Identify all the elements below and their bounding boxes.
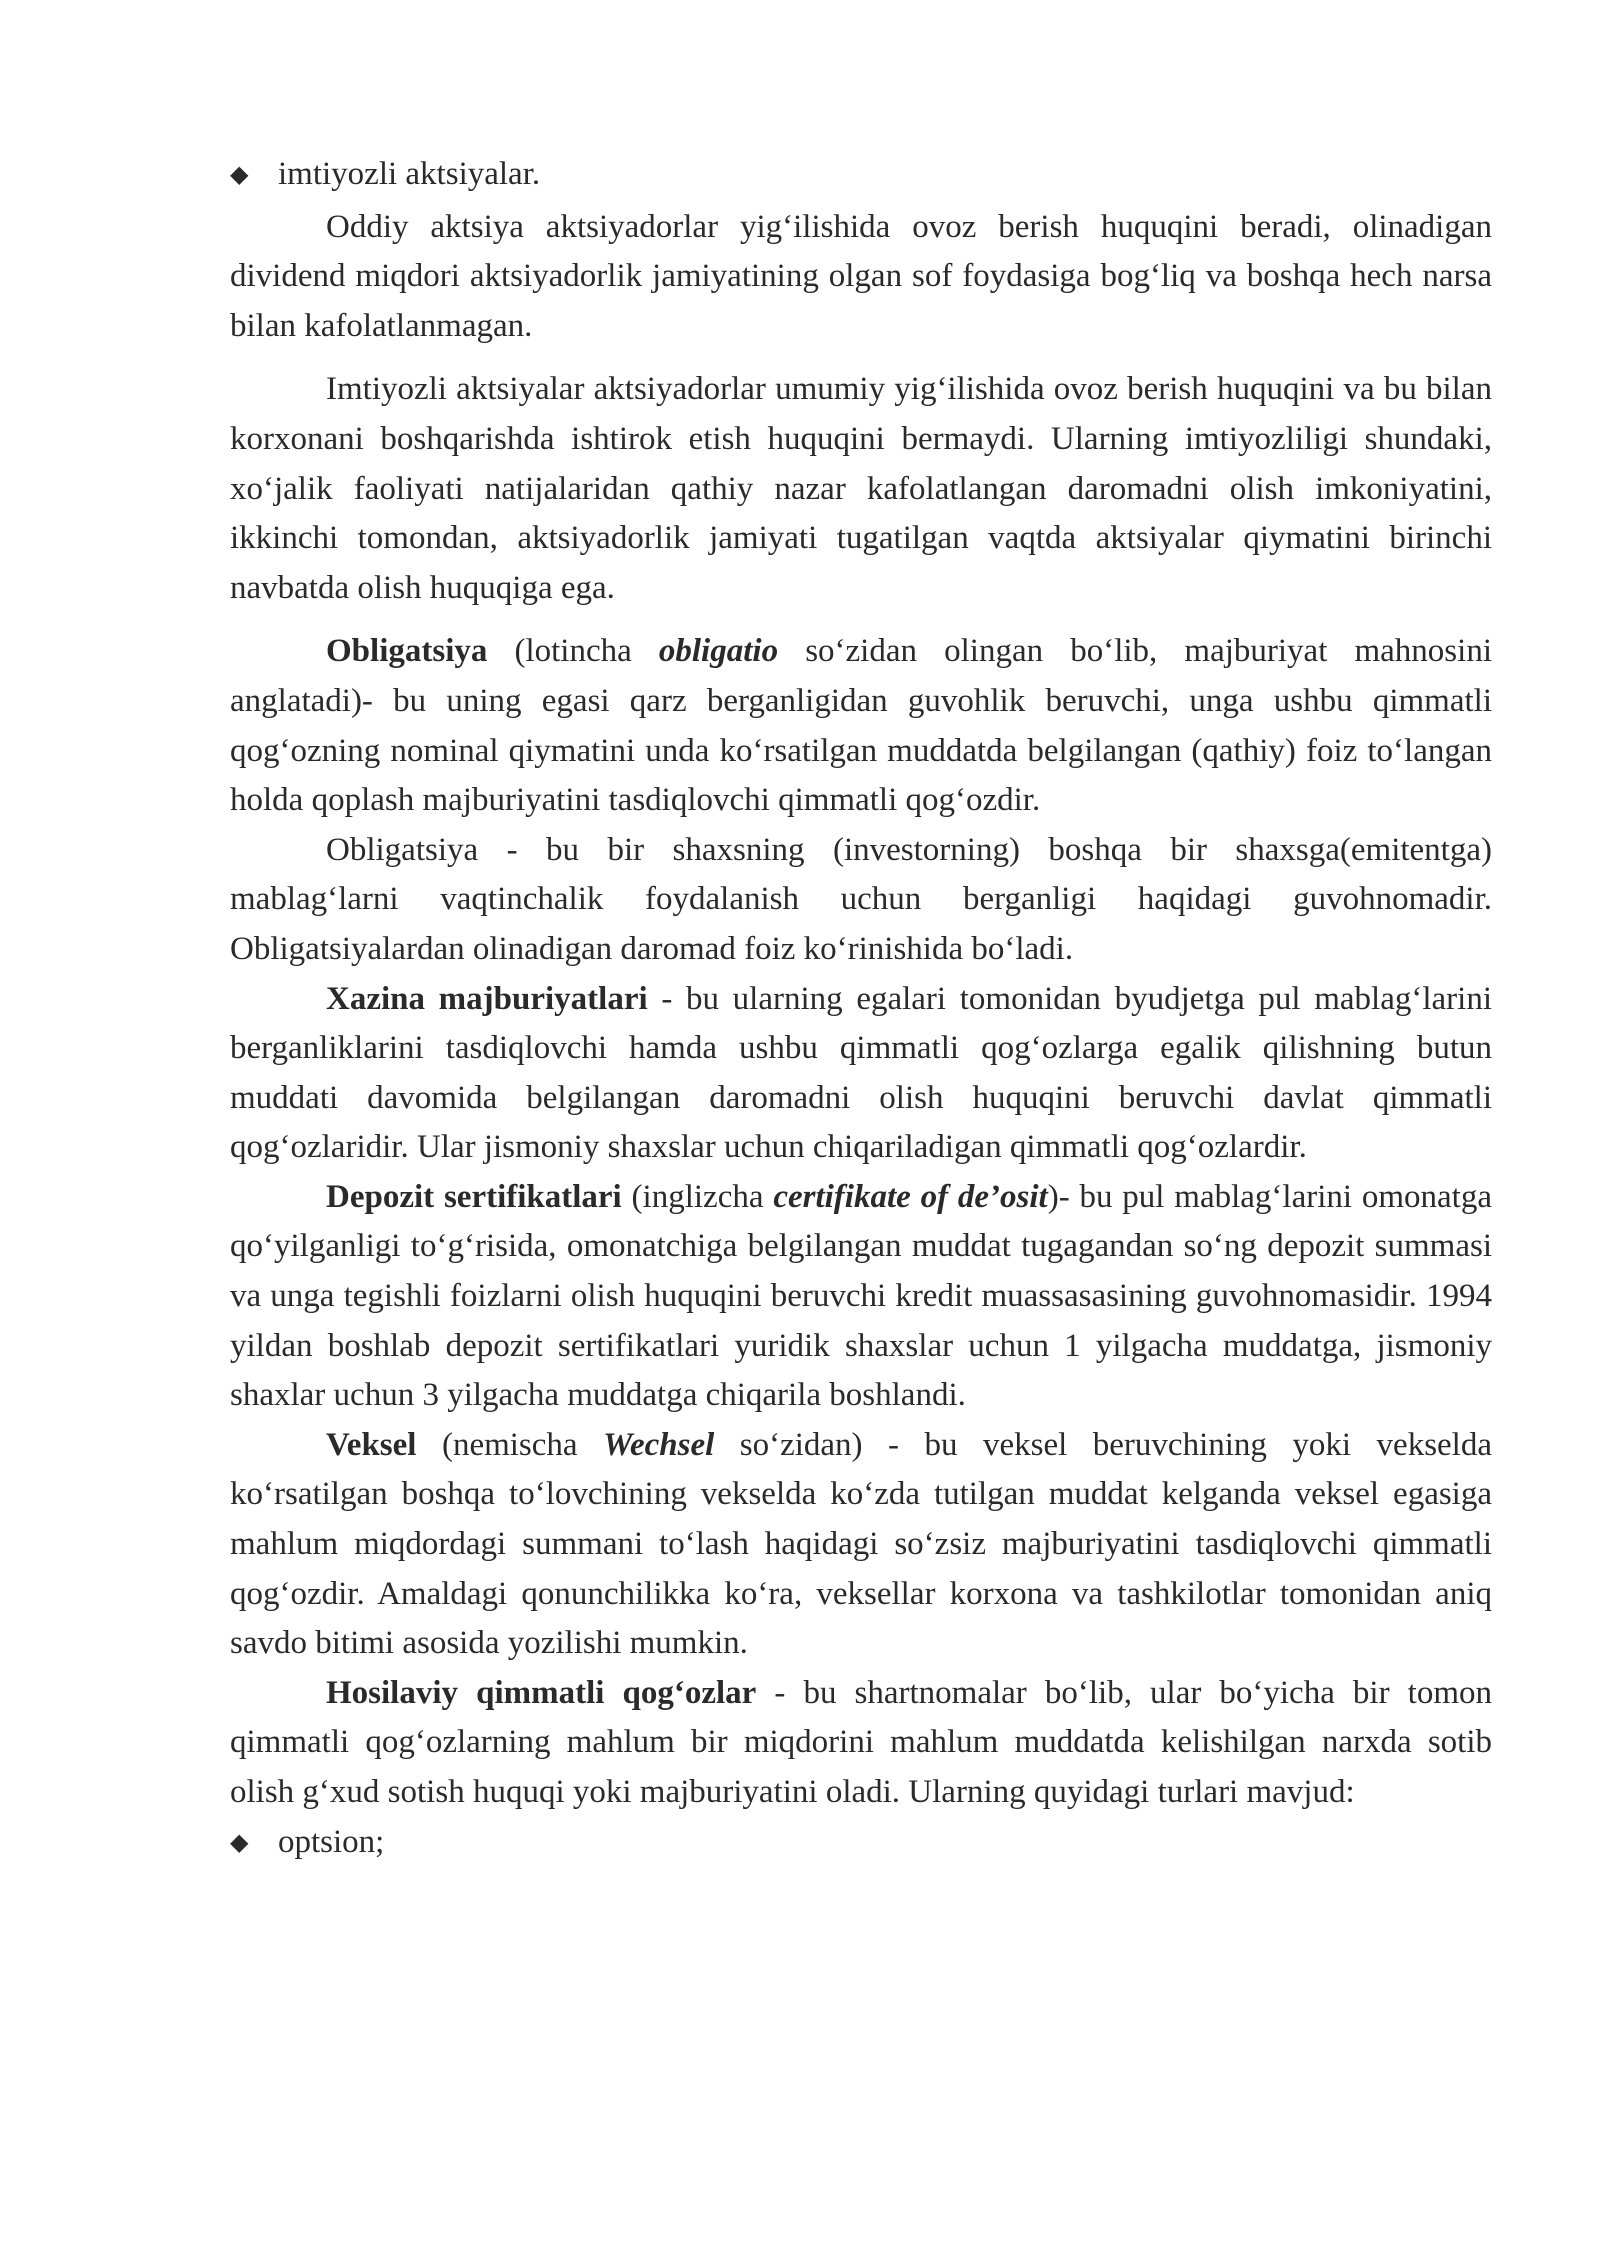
paragraph-text: (lotincha bbox=[487, 633, 659, 670]
paragraph-xazina-majburiyatlari bbox=[230, 975, 1492, 1173]
bullet-text: optsion; bbox=[278, 1823, 385, 1860]
term-origin: Wechsel bbox=[603, 1426, 715, 1463]
paragraph-obligatsiya bbox=[230, 627, 1492, 825]
paragraph-text: - bu shartnomalar bo‘lib, ular bo‘yicha bir tomon qimmatli qog‘ozlarning mahlum bir miqdorini mahlum muddatda kelishilgan narxda sotib olish g‘xud sotish huquqi yoki majburiyatini oladi. Ularning quyidagi turlari mavjud: bbox=[230, 1674, 1492, 1810]
paragraph-text: so‘zidan olingan bo‘lib, majburiyat mahnosini anglatadi)- bu uning egasi qarz berganligidan guvohlik beruvchi, unga ushbu qimmatli qog‘ozning nominal qiymatini unda ko‘rsatilgan muddatda belgilangan (qathiy) foiz to‘langan holda qoplash majburiyatini tasdiqlovchi qimmatli qog‘ozdir. bbox=[230, 633, 1492, 819]
paragraph-text: (inglizcha bbox=[621, 1178, 774, 1215]
term-obligatsiya: Obligatsiya bbox=[326, 633, 488, 670]
term-origin: obligatio bbox=[658, 633, 779, 670]
bullet-text: imtiyozli aktsiyalar. bbox=[278, 156, 541, 192]
document-page bbox=[230, 150, 1492, 1870]
diamond-bullet-icon: ◆ bbox=[230, 162, 249, 188]
bullet-item-imtiyozli bbox=[230, 150, 1492, 203]
paragraph-text: - bu ularning egalari tomonidan byudjetga pul mablag‘larini berganliklarini tasdiqlovchi hamda ushbu qimmatli qog‘ozlarga egalik qilishning butun muddati davomida belgilangan daromadni olish huquqini beruvchi davlat qimmatli qog‘ozlaridir. Ular jismoniy shaxslar uchun chiqariladigan qimmatli qog‘ozlardir. bbox=[230, 980, 1492, 1166]
bullet-item-optsion bbox=[230, 1818, 1492, 1871]
paragraph-depozit-sertifikatlari bbox=[230, 1173, 1492, 1421]
diamond-bullet-icon: ◆ bbox=[230, 1829, 249, 1856]
paragraph-hosilaviy bbox=[230, 1669, 1492, 1818]
paragraph-veksel bbox=[230, 1421, 1492, 1669]
term-origin: certifikate of de’osit bbox=[773, 1178, 1048, 1215]
paragraph-oddiy-aktsiya: Oddiy aktsiya aktsiyadorlar yig‘ilishida ovoz berish huquqini beradi, olinadigan dividend miqdori aktsiyadorlik jamiyatining olgan sof foydasiga bog‘liq va boshqa hech narsa bilan kafolatlanmagan. bbox=[230, 208, 1492, 344]
term-depozit: Depozit sertifikatlari bbox=[326, 1178, 622, 1215]
paragraph-imtiyozli-aktsiyalar: Imtiyozli aktsiyalar aktsiyadorlar umumiy yig‘ilishida ovoz berish huquqini va bu bilan korxonani boshqarishda ishtirok etish huquqini bermaydi. Ularning imtiyozliligi shundaki, xo‘jalik faoliyati natijalaridan qathiy nazar kafolatlangan daromadni olish imkoniyatini, ikkinchi tomondan, aktsiyadorlik jamiyati tugatilgan vaqtda aktsiyalar qiymatini birinchi navbatda olish huquqiga ega. bbox=[230, 371, 1492, 606]
paragraph-text: )- bu pul mablag‘larini omonatga qo‘yilganligi to‘g‘risida, omonatchiga belgilangan muddat tugagandan so‘ng depozit summasi va unga tegishli foizlarni olish huquqini beruvchi kredit muassasasining guvohnomasidir. 1994 yildan boshlab depozit sertifikatlari yuridik shaxslar uchun 1 yilgacha muddatga, jismoniy shaxlar uchun 3 yilgacha muddatga chiqarila boshlandi. bbox=[230, 1178, 1492, 1414]
term-hosilaviy: Hosilaviy qimmatli qog‘ozlar bbox=[326, 1674, 757, 1711]
paragraph-obligatsiya-definition: Obligatsiya - bu bir shaxsning (investorning) boshqa bir shaxsga(emitentga) mablag‘larni vaqtinchalik foydalanish uchun berganligi haqidagi guvohnomadir. Obligatsiyalardan olinadigan daromad foiz ko‘rinishida bo‘ladi. bbox=[230, 831, 1492, 967]
term-xazina: Xazina majburiyatlari bbox=[326, 980, 648, 1017]
paragraph-text: so‘zidan) - bu veksel beruvchining yoki vekselda ko‘rsatilgan boshqa to‘lovchining vekselda ko‘zda tutilgan muddat kelganda veksel egasiga mahlum miqdordagi summani to‘lash haqidagi so‘zsiz majburiyatini tasdiqlovchi qimmatli qog‘ozdir. Amaldagi qonunchilikka ko‘ra, veksellar korxona va tashkilotlar tomonidan aniq savdo bitimi asosida yozilishi mumkin. bbox=[230, 1426, 1492, 1662]
term-veksel: Veksel bbox=[326, 1426, 417, 1463]
paragraph-text: (nemischa bbox=[416, 1426, 604, 1463]
